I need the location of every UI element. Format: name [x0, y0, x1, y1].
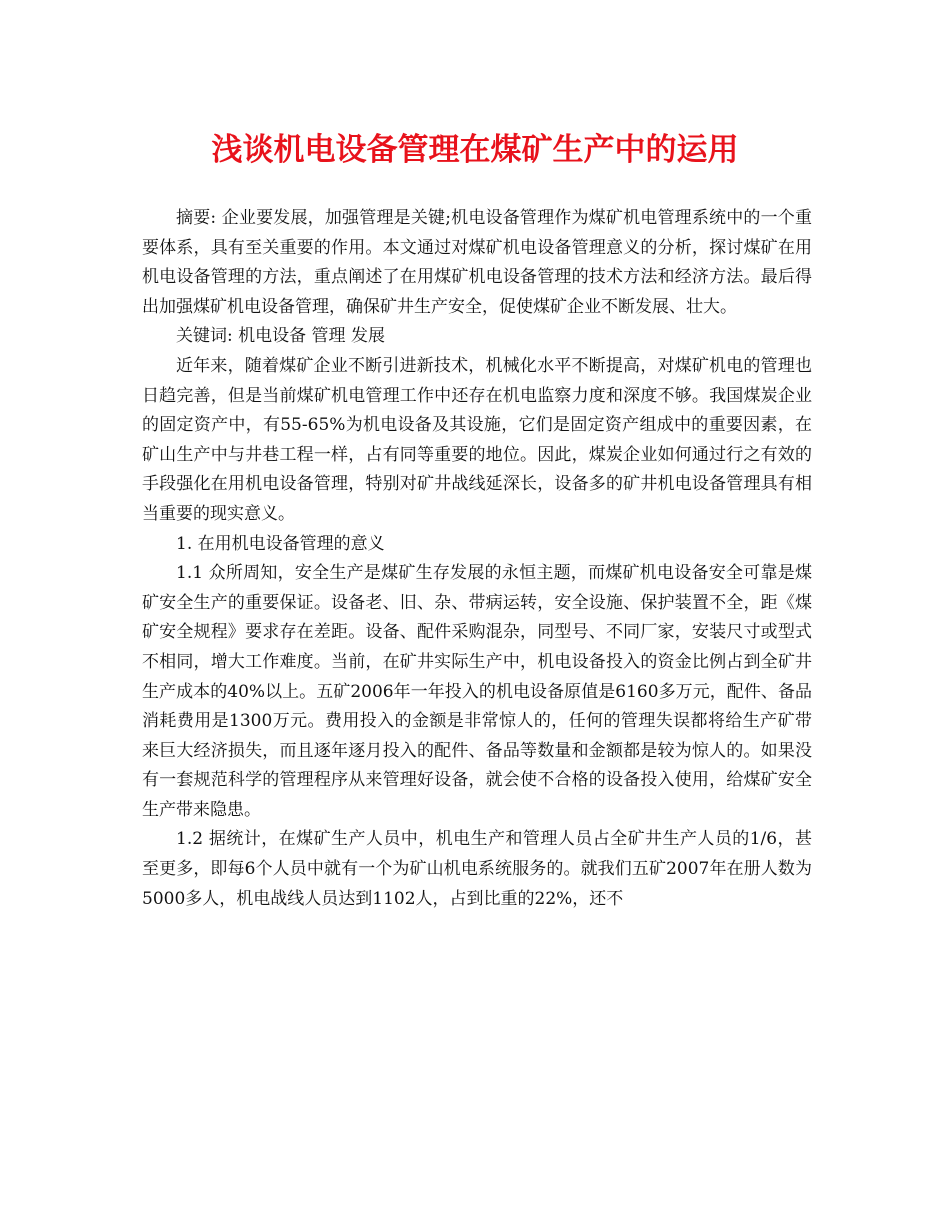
intro-paragraph: 近年来，随着煤矿企业不断引进新技术，机械化水平不断提高，对煤矿机电的管理也日趋完善，但是当前煤矿机电管理工作中还存在机电监察力度和深度不够。我国煤炭企业的固定资产中，有55-65%为机电设备及其设施，它们是固定资产组成中的重要因素，在矿山生产中与井巷工程一样，占有同等重要的地位。因此，煤炭企业如何通过行之有效的手段强化在用机电设备管理，特别对矿井战线延深长，设备多的矿井机电设备管理具有相当重要的现实意义。	[142, 355, 812, 524]
section-1-1-paragraph: 1.1 众所周知，安全生产是煤矿生存发展的永恒主题，而煤矿机电设备安全可靠是煤矿安全生产的重要保证。设备老、旧、杂、带病运转，安全设施、保护装置不全，距《煤矿安全规程》要求存在差距。设备、配件采购混杂，同型号、不同厂家，安装尺寸或型式不相同，增大工作难度。当前，在矿井实际生产中，机电设备投入的资金比例占到全矿井生产成本的40%以上。五矿2006年一年投入的机电设备原值是6160多万元，配件、备品消耗费用是1300万元。费用投入的金额是非常惊人的，任何的管理失误都将给生产矿带来巨大经济损失，而且逐年逐月投入的配件、备品等数量和金额都是较为惊人的。如果没有一套规范科学的管理程序从来管理好设备，就会使不合格的设备投入使用，给煤矿安全生产带来隐患。	[142, 563, 812, 820]
document-title: 浅谈机电设备管理在煤矿生产中的运用	[211, 132, 739, 168]
keywords-paragraph: 关键词: 机电设备 管理 发展	[176, 326, 385, 347]
section-1-2-paragraph: 1.2 据统计，在煤矿生产人员中，机电生产和管理人员占全矿井生产人员的1/6，甚至更多，即每6个人员中就有一个为矿山机电系统服务的。就我们五矿2007年在册人数为5000多人，机电战线人员达到1102人，占到比重的22%，还不	[142, 829, 812, 909]
document-body	[142, 204, 812, 914]
section-heading: 1. 在用机电设备管理的意义	[176, 533, 385, 554]
abstract-paragraph: 摘要: 企业要发展，加强管理是关键;机电设备管理作为煤矿机电管理系统中的一个重要体系，具有至关重要的作用。本文通过对煤矿机电设备管理意义的分析，探讨煤矿在用机电设备管理的方法，重点阐述了在用煤矿机电设备管理的技术方法和经济方法。最后得出加强煤矿机电设备管理，确保矿井生产安全，促使煤矿企业不断发展、壮大。	[142, 208, 812, 317]
